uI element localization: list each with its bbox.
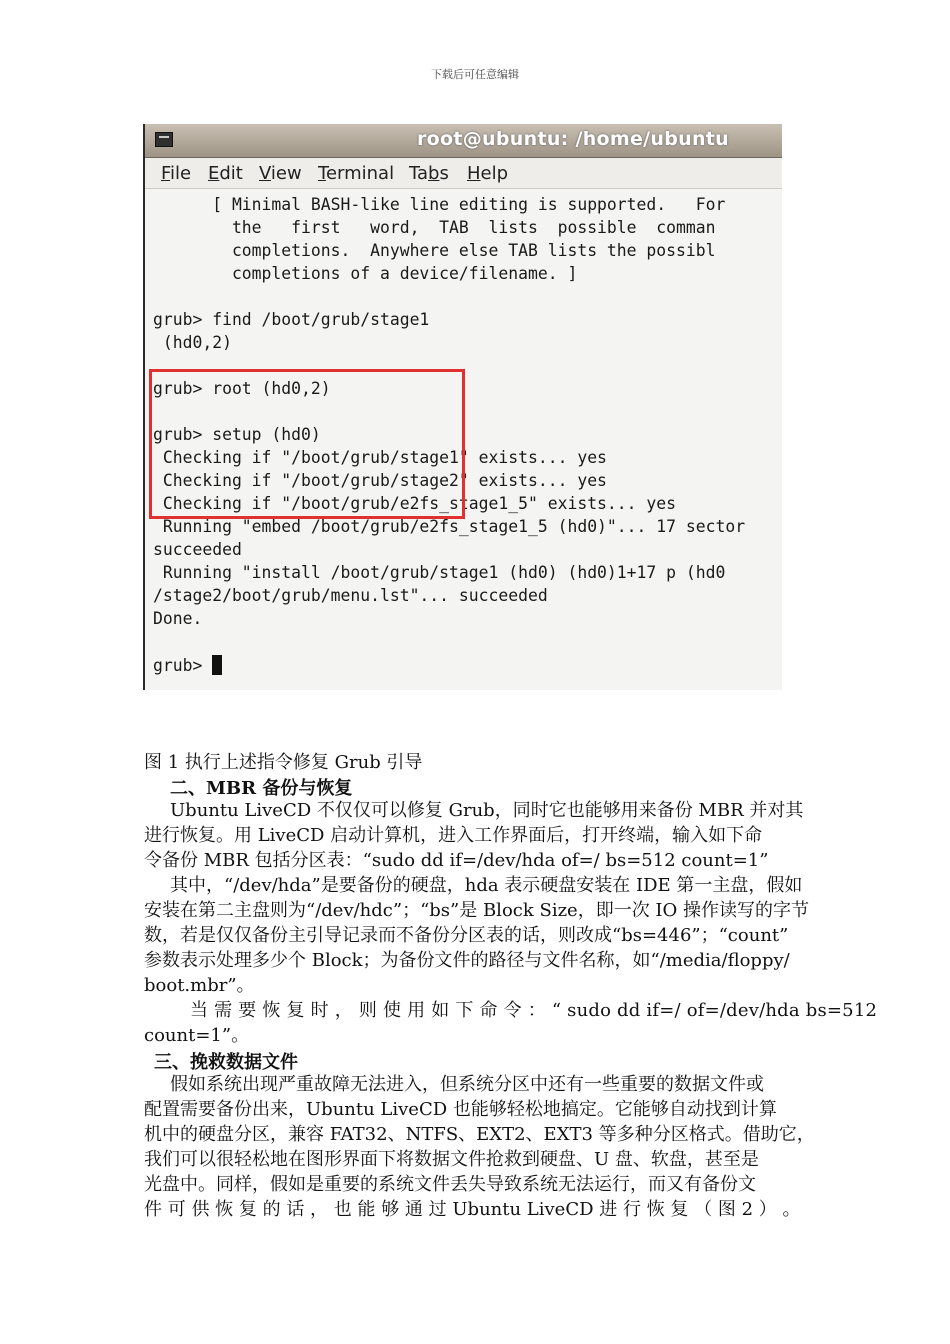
terminal-title: root@ubuntu: /home/ubuntu <box>417 128 729 150</box>
section-heading-mbr: 二、MBR 备份与恢复 <box>170 778 353 799</box>
terminal-line: grub> root (hd0,2) <box>153 379 331 398</box>
terminal-line: completions of a device/filename. ] <box>153 264 578 283</box>
terminal-line: Running "install /boot/grub/stage1 (hd0) (hd0)1+17 p (hd0 <box>153 563 726 582</box>
terminal-line: grub> find /boot/grub/stage1 <box>153 310 430 329</box>
menu-edit[interactable]: Edit <box>208 163 243 184</box>
terminal-icon <box>155 132 173 147</box>
terminal-line: completions. Anywhere else TAB lists the possibl <box>153 241 716 260</box>
command-highlight-box <box>149 369 465 519</box>
terminal-screenshot <box>143 124 782 690</box>
terminal-line: /stage2/boot/grub/menu.lst"... succeeded <box>153 586 548 605</box>
terminal-line: Checking if "/boot/grub/stage2" exists... yes <box>153 471 607 490</box>
terminal-line: Checking if "/boot/grub/e2fs_stage1_5" exists... yes <box>153 494 677 513</box>
menu-file[interactable]: File <box>161 163 192 184</box>
terminal-line: Checking if "/boot/grub/stage1" exists... yes <box>153 448 607 467</box>
terminal-line: grub> setup (hd0) <box>153 425 321 444</box>
menu-view[interactable]: View <box>259 163 302 184</box>
terminal-prompt-line: grub> <box>153 655 222 675</box>
paragraph-mbr-backup: Ubuntu LiveCD 不仅仅可以修复 Grub，同时它也能够用来备份 MBR 并对其 进行恢复。用 LiveCD 启动计算机，进入工作界面后，打开终端，输入如下命 令备份 MBR 包括分区表：“sudo dd if=/dev/hda of=/ bs=512 count=1” <box>144 800 804 871</box>
paragraph-data-rescue: 假如系统出现严重故障无法进入，但系统分区中还有一些重要的数据文件或 配置需要备份出来，Ubuntu LiveCD 也能够轻松地搞定。它能够自动找到计算 机中的硬盘分区，兼容 FAT32、NTFS、EXT2、EXT3 等多种分区格式。借助它， 我们可以很轻松地在图形界面下将数据文件抢救到硬盘、U 盘、软盘，甚至是 光盘中。同样，假如是重要的系统文件丢失导致系统无法运行，而又有备份文 件 可 供 恢 复 的 话 ， 也 能 够 通 过 Ubuntu LiveCD 进 行 恢 复 （ 图 2 ） 。 <box>144 1074 815 1220</box>
terminal-line: succeeded <box>153 540 242 559</box>
terminal-line: Done. <box>153 609 203 628</box>
terminal-line: Running "embed /boot/grub/e2fs_stage1_5 (hd0)"... 17 sector <box>153 517 746 536</box>
paragraph-mbr-params: 其中，“/dev/hda”是要备份的硬盘，hda 表示硬盘安装在 IDE 第一主盘，假如 安装在第二主盘则为“/dev/hdc”；“bs”是 Block Size，即一次 IO 操作读写的字节 数，若是仅仅备份主引导记录而不备份分区表的话，则改成“bs=446”；“count” 参数表示处理多少个 Block；为备份文件的路径与文件名称，如“/media/floppy/ boot.mbr”。 <box>144 875 810 996</box>
terminal-line: (hd0,2) <box>153 333 232 352</box>
terminal-titlebar[interactable] <box>145 124 782 158</box>
terminal-output[interactable] <box>145 192 782 675</box>
menu-help[interactable]: Help <box>467 163 509 184</box>
paragraph-mbr-restore: 当 需 要 恢 复 时 ， 则 使 用 如 下 命 令 ： “ sudo dd if=/ of=/dev/hda bs=512 count=1”。 <box>144 1000 878 1046</box>
menu-tabs[interactable]: Tabs <box>409 163 449 184</box>
terminal-cursor <box>212 655 222 675</box>
terminal-menubar <box>145 158 782 189</box>
terminal-line: the first word, TAB lists possible comman <box>153 218 716 237</box>
header-note: 下载后可任意编辑 <box>431 68 519 81</box>
terminal-line: [ Minimal BASH-like line editing is supported. For <box>153 195 726 214</box>
menu-terminal[interactable]: Terminal <box>318 163 395 184</box>
section-heading-rescue: 三、挽救数据文件 <box>154 1052 298 1073</box>
figure-caption: 图 1 执行上述指令修复 Grub 引导 <box>144 752 423 773</box>
